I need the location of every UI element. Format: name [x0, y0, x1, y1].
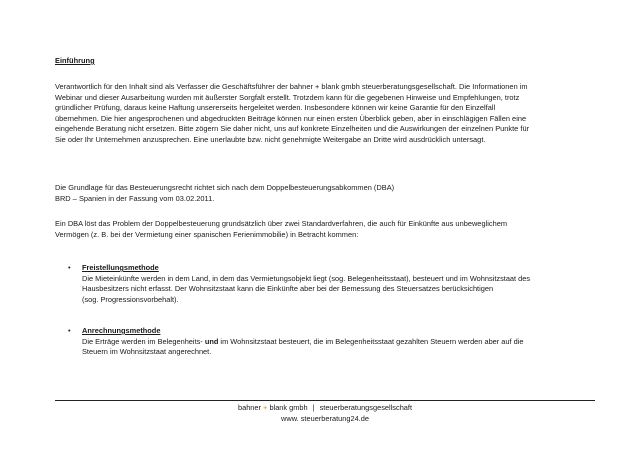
text-line: Die Grundlage für das Besteuerungsrecht richtet sich nach dem Doppelbesteuerungsabkommen (DBA): [55, 183, 395, 192]
footer-company-line: [55, 403, 595, 414]
bullet-freistellungsmethode: [68, 263, 598, 305]
footer-separator: |: [312, 403, 315, 412]
text-line: [82, 337, 598, 348]
section-heading: Einführung: [55, 56, 95, 65]
basis-paragraph: [55, 183, 595, 204]
text-line: Steuern im Wohnsitzstaat angerechnet.: [82, 347, 212, 357]
bullet-dot-icon: •: [68, 263, 71, 272]
bullet-anrechnungsmethode: [68, 326, 598, 358]
footer-company-b: blank gmbh: [269, 403, 308, 412]
emphasis-und: und: [204, 336, 219, 346]
text-line: Verantwortlich für den Inhalt sind als Verfasser die Geschäftsführer der bahner + blank gmbh steuerberatungsgesellschaft. Die Informationen im: [55, 82, 528, 91]
text-line: eingehende Beratung nicht ersetzen. Bitte zögern Sie daher nicht, uns auf konkrete Einzelheiten und die Auswirkungen der einzelnen Punkte für: [55, 124, 530, 134]
text-line: Die Mieteinkünfte werden in dem Land, in dem das Vermietungsobjekt liegt (sog. Belegenheitsstaat), besteuert und im Wohnsitzstaat des: [82, 273, 531, 283]
text-line: Webinar und dieser Ausarbeitung wurden mit äußerster Sorgfalt erstellt. Trotzdem kann für die gegebenen Hinweise und Empfehlungen, trotz: [55, 92, 520, 102]
text-line: Ein DBA löst das Problem der Doppelbesteuerung grundsätzlich über zwei Standardverfahren, die auch für Einkünfte aus unbeweglichem: [55, 219, 508, 228]
footer-website-link[interactable]: www. steuerberatung24.de: [281, 413, 369, 423]
text-line: (sog. Progressionsvorbehalt).: [82, 294, 179, 304]
text-segment: im Wohnsitzstaat besteuert, die im Belegenheitsstaat gezahlten Steuern werden aber auf die: [218, 336, 524, 346]
text-line: Vermögen (z. B. bei der Vermietung einer spanischen Ferienimmobilie) in Betracht kommen:: [55, 229, 359, 239]
footer-company-a: bahner: [237, 403, 261, 412]
text-line: BRD – Spanien in der Fassung vom 03.02.2011.: [55, 193, 215, 203]
text-line: Hausbesitzers nicht erfasst. Der Wohnsitzstaat kann die Einkünfte aber bei der Bemessung des Steuersatzes berücksichtigen: [82, 284, 494, 294]
text-line: gründlicher Prüfung, daraus keine Haftung unsererseits hergeleitet werden. Insbesondere können wir keine Garantie für den Einzelfall: [55, 103, 496, 113]
footer-plus: +: [263, 403, 268, 412]
page-footer: [55, 403, 595, 424]
text-line: Sie oder Ihr Unternehmen anzusprechen. Eine unerlaubte bzw. nicht genehmigte Weitergabe an Dritte wird ausdrücklich untersagt.: [55, 134, 486, 144]
methods-intro-paragraph: [55, 219, 595, 240]
text-line: übernehmen. Die hier angesprochenen und abgedruckten Beiträge können nur einen ersten Überblick geben, aber in einschlägigen Fällen eine: [55, 113, 527, 123]
bullet-dot-icon: •: [68, 326, 71, 335]
footer-company-c: steuerberatungsgesellschaft: [319, 403, 413, 412]
bullet-title: Freistellungsmethode: [82, 263, 159, 272]
footer-divider: [55, 400, 595, 401]
text-segment: Die Erträge werden im Belegenheits-: [82, 336, 205, 346]
disclaimer-paragraph: [55, 82, 595, 146]
bullet-title: Anrechnungsmethode: [82, 326, 161, 335]
